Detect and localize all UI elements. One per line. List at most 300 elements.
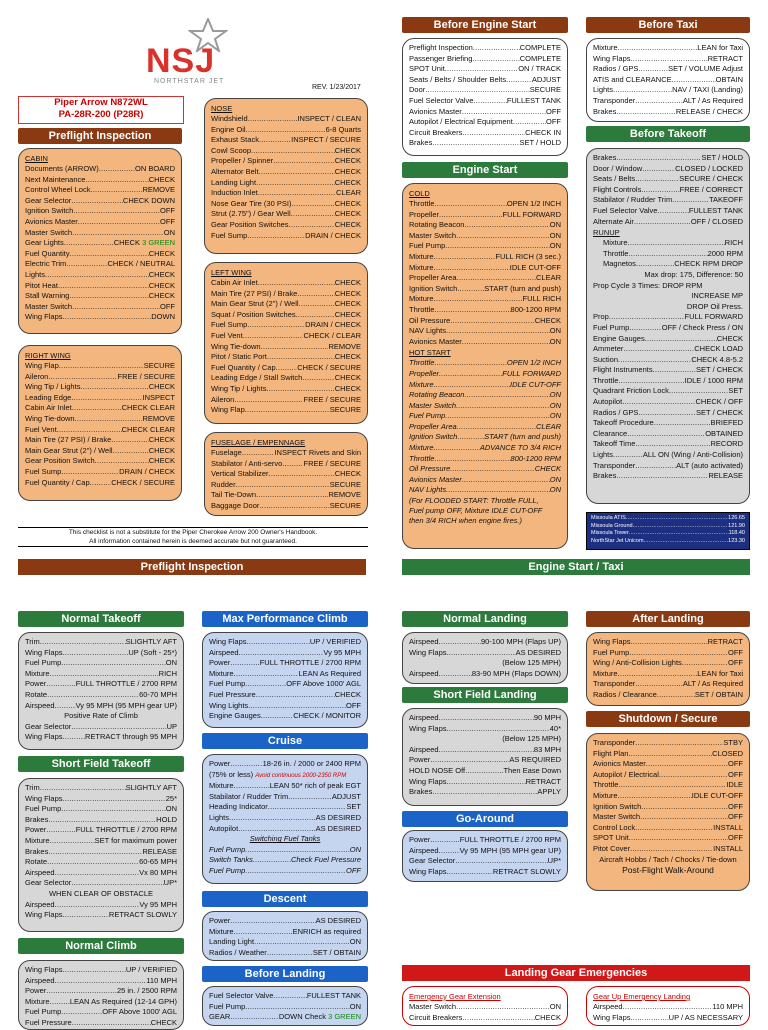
checklist-item [25,185,175,196]
dot-leader [439,210,503,221]
item-value: DOWN Check 3 GREEN [278,1012,361,1022]
dot-leader [641,185,679,196]
item-value: ENRICH as required [292,926,361,936]
item-label: NAV Lights [409,485,447,495]
dot-leader [288,792,332,803]
item-label: Squat / Position Switches [211,309,296,319]
dot-leader [628,749,712,760]
item-label: Fuel Quantity [25,248,70,258]
item-label: GEAR [209,1012,231,1022]
dot-leader [64,238,114,249]
dot-leader [434,380,510,391]
dot-leader [268,802,347,813]
item-label: Throttle [603,248,629,258]
checklist-item [593,85,743,96]
checklist-item [409,273,561,284]
dot-leader [450,316,534,327]
item-label: Propeller Area [409,421,457,431]
item-value: OFF [346,865,361,875]
checklist-item [593,780,743,791]
item-label: Seats / Belts [593,174,636,184]
item-value: SET / HOLD [519,138,561,148]
dot-leader [245,845,349,856]
item-value: CHECK [334,352,361,362]
checklist-item [409,231,561,242]
item-label: SPOT Unit [593,833,629,843]
item-value: OFF [728,658,743,668]
checklist-item [211,310,361,321]
checklist-item [25,249,175,260]
item-value: SECURE [529,85,561,95]
item-label: Fuel Pump [209,865,246,875]
item-label: Mixture [209,668,234,678]
item-value: ON [549,336,561,346]
dot-leader [229,813,316,824]
item-label: Preflight Inspection [409,43,473,52]
item-value: CHECK [148,445,175,455]
item-value: CHECK / SECURE [297,362,361,372]
fuselage-box [204,432,368,516]
dot-leader [230,759,262,770]
dot-leader [247,320,305,331]
dot-leader [259,501,329,512]
dot-leader [245,679,286,690]
dot-leader [631,637,708,648]
dot-leader [644,538,729,546]
item-label: Landing Light [211,177,257,187]
dot-leader [462,1013,534,1024]
checklist-item [591,523,745,531]
checklist-item [211,125,361,136]
item-value: OFF Above 1000' AGL [102,1007,177,1017]
dot-leader [445,241,549,252]
dot-leader [234,781,270,792]
dot-leader [248,701,346,712]
checklist-item [409,867,561,878]
item-label: Autopilot / Electrical [593,769,659,779]
flooded-note: (For FLOODED START: Throttle FULL, [409,496,539,506]
dot-leader [456,231,550,242]
item-label: Gear Selector [409,856,456,866]
dot-leader [447,777,526,788]
normal-takeoff-box [18,632,184,750]
checklist-item [25,701,177,712]
checklist-item [409,835,561,846]
dot-leader [71,393,142,404]
dot-leader [269,469,335,480]
item-value: CHECK 3 GREEN [113,238,175,248]
checklist-item [209,948,361,959]
checklist-item [593,658,743,669]
dot-leader [245,866,346,877]
checklist-item [211,373,361,384]
max-climb-header: Max Performance Climb [202,611,368,627]
item-label: Master Switch [409,230,457,240]
short-takeoff-box [18,778,184,932]
item-label: Mixture [409,443,434,453]
dot-leader [256,490,328,501]
item-label: Propeller / Spinner [211,156,274,166]
dot-leader [246,125,326,136]
dot-leader [430,835,459,846]
checklist-item [409,75,561,86]
item-value: ALL ON (Wing / Anti-Collision) [642,450,743,460]
item-value: FULL THROTTLE / 2700 RPM [259,658,361,668]
dot-leader [630,844,713,855]
checklist-item [409,252,561,263]
dot-leader [631,1013,669,1024]
checklist-item [409,241,561,252]
dot-leader [63,965,126,976]
item-value: CHECK [148,174,175,184]
dot-leader [75,414,143,425]
item-label: Airspeed [25,899,55,909]
checklist-item [409,210,561,221]
checklist-item [409,85,561,96]
after-landing-header: After Landing [586,611,750,627]
item-value: IDLE CUT-OFF [509,262,561,272]
checklist-item [25,900,177,911]
item-value: CHECK / SECURE [111,477,175,487]
dot-leader [78,217,160,228]
item-label: Wing Flaps [409,647,447,657]
section-title: Gear Up Emergency Landing [593,992,691,1001]
gear-up-landing-box [586,986,750,1026]
checklist-item [209,690,361,701]
item-label: Stall Warning [25,291,70,301]
item-value: SET for maximum power [94,835,177,845]
checklist-item [209,701,361,712]
item-label: Missoula Tower [591,530,629,536]
checklist-item [25,414,175,425]
item-label: Brakes [593,471,617,481]
item-label: Propeller [409,368,440,378]
item-value: ON [549,230,561,240]
item-label: Propeller Area [409,273,457,283]
dot-leader [635,679,683,690]
item-label: Throttle [409,199,435,208]
item-label: Door / Window [593,163,643,173]
item-label: Mixture [409,262,434,272]
item-value: ON [549,474,561,484]
item-value: 2000 RPM [707,248,743,258]
item-value: UP / AS NECESSARY [668,1012,743,1022]
item-label: Circuit Breakers [409,1012,463,1022]
dot-leader [450,464,534,475]
dot-leader [258,188,336,199]
checklist-item [593,648,743,659]
item-value: FULL THROTTLE / 2700 RPM [75,825,177,835]
item-label: Wing Flaps [25,732,63,742]
dot-leader [248,114,298,125]
item-value: BRIEFED [710,418,743,428]
item-label: Airspeed [409,713,439,722]
item-value: 800-1200 RPM [510,304,561,314]
dot-leader [72,302,160,313]
item-label: Control Wheel Lock [25,185,91,195]
item-value: CHECK [334,689,361,699]
dot-leader [618,43,698,54]
item-value: CLEAR [335,188,361,198]
item-value: ON [549,1002,561,1011]
dot-leader [50,997,70,1008]
item-value: CHECK [150,1017,177,1027]
avoid-rpm-note: Avoid continuous 2000-2350 RPM [255,772,347,779]
dot-leader [657,206,688,217]
dot-leader [456,1002,550,1013]
dot-leader [55,900,140,911]
checklist-item [211,320,361,331]
item-label: Throttle [409,358,435,368]
item-value: SET / OBTAIN [694,689,743,699]
item-label: Fuel Pump [209,844,246,854]
item-label: Wing Flaps [25,793,63,803]
dot-leader [46,679,75,690]
item-label: Radios / Clearance [593,689,657,699]
dot-leader [71,878,163,889]
checklist-item [25,175,175,186]
cruise-box [202,754,368,884]
normal-climb-box [18,960,184,1030]
item-label: Engine Gauges [209,711,261,721]
checklist-item [209,1012,361,1023]
dot-leader [627,429,705,440]
item-label: Transponder [593,679,636,689]
go-around-header: Go-Around [402,811,568,827]
item-label: Trim [25,637,40,646]
nose-box [204,98,368,254]
item-label: Gear Selector [25,195,72,205]
speed-note: (Below 125 MPH) [502,658,561,668]
checklist-item [593,429,743,440]
before-taxi-box [586,38,750,122]
checklist-item [25,857,177,868]
checklist-item [593,206,743,217]
item-value: CHECK [334,299,361,309]
item-value: INSTALL [713,843,743,853]
item-value: SECURE [329,479,361,489]
dot-leader [629,648,728,659]
atis-box [586,512,750,550]
checklist-item [209,711,361,722]
item-label: Throttle [593,375,619,385]
item-value: 126.65 [728,515,745,521]
item-label: Gear Position Switch [25,456,95,466]
aircraft-name: Piper Arrow N872WL [54,97,148,108]
item-value: DRAIN / CHECK [305,320,361,330]
item-value: CHECK [334,145,361,155]
item-label: Fuel Selector Valve [409,95,474,105]
item-value: CHECK / NEUTRAL [107,259,175,269]
item-label: Mixture [593,43,618,52]
item-label: Gear Position Switches [211,219,289,229]
dot-leader [616,107,676,118]
dot-leader [640,812,728,823]
item-label: Gear Selector [25,878,72,888]
checklist-item [593,802,743,813]
item-value: CHECK [148,248,175,258]
item-value: RETRACT [707,637,743,646]
checklist-item [209,679,361,690]
checklist-item [25,878,177,889]
dot-leader [73,206,160,217]
checklist-item [593,791,743,802]
dot-leader [47,690,139,701]
dot-leader [234,395,303,406]
item-label: Cabin Air Inlet [25,403,72,413]
dot-leader [457,284,484,295]
checklist-item [593,312,743,323]
item-value: OFF Above 1000' AGL [286,679,361,689]
item-label: Master Switch [25,301,73,311]
item-label: Fuel Quantity / Cap [211,362,276,372]
checklist-item [211,220,361,231]
checklist-item [25,679,177,690]
item-label: Fuel Pump [25,804,62,814]
dot-leader [230,916,315,927]
checklist-item [25,446,175,457]
item-label: Wing Flaps [25,910,63,920]
item-value: LEAN 50* rich of peak EGT [269,781,361,791]
checklist-item [409,128,561,139]
left-wing-box [204,262,368,424]
dot-leader [616,153,701,164]
dot-leader [506,75,532,86]
checklist-item [593,450,743,461]
checklist-item [409,305,561,316]
item-value: CHECK [534,1012,561,1022]
item-value: ADJUST [531,74,561,84]
checklist-item [603,259,743,270]
item-label: Airspeed [25,700,55,710]
checklist-item [25,259,175,270]
checklist-item [211,395,361,406]
item-label: Mixture [209,926,234,936]
item-value: FULL THROTTLE / 2700 RPM [459,835,561,844]
item-value: RICH [724,238,743,248]
item-value: OFF [160,301,175,311]
checklist-item [593,153,743,164]
item-value: ON [549,485,561,495]
cruise-header: Cruise [202,733,368,749]
dot-leader [626,515,728,523]
checklist-item [409,777,561,788]
item-label: Mixture [25,668,50,678]
checklist-item [25,783,177,794]
shutdown-header: Shutdown / Secure [586,711,750,727]
item-value: DRAIN / CHECK [305,230,361,240]
item-label: Rotate [25,857,48,867]
checklist-item [409,316,561,327]
dot-leader [72,1018,151,1029]
dot-leader [462,107,546,118]
dot-leader [243,331,304,342]
dot-leader [446,485,550,496]
item-value: LEAN As Required (12-14 GPH) [69,996,177,1006]
item-label: NorthStar Jet Unicom [591,537,644,544]
checklist-item [25,281,175,292]
item-value: Vy 95 MPH [323,647,361,657]
item-label: Airspeed [409,845,439,855]
item-value: RELEASE / CHECK [675,106,743,116]
shutdown-box [586,733,750,891]
checklist-item [211,363,361,374]
dot-leader [629,530,729,538]
item-label: Main Gear Strut (2") / Well [25,445,113,455]
item-label: Stabilator / Rudder Trim [209,791,289,801]
dot-leader [439,369,502,380]
checklist-item [25,910,177,921]
dot-leader [446,326,550,337]
dot-leader [672,195,709,206]
dot-leader [259,167,335,178]
item-label: Wing Flaps [409,866,447,876]
after-landing-box [586,632,750,706]
checklist-item [593,461,743,472]
item-value: STBY [723,738,743,747]
item-label: Mixture [409,379,434,389]
landing-gear-emergencies-header: Landing Gear Emergencies [402,965,750,981]
section-title: HOT START [409,348,451,358]
dot-leader [276,363,298,374]
dot-leader [439,637,481,648]
item-label: Mixture [409,294,434,304]
checklist-item [25,228,175,239]
checklist-item [593,174,743,185]
dot-leader [71,196,123,207]
item-value: ON [349,1001,361,1011]
item-label: Fuel Pressure [25,1017,72,1027]
item-label: Exhaust Stack [211,135,259,145]
checklist-item [209,637,361,648]
item-value: SECURE [143,361,175,370]
item-value: RETRACT SLOWLY [108,910,177,920]
item-value: RETRACT [525,776,561,786]
item-label: Missoula Ground [591,522,633,529]
dot-leader [635,823,713,834]
item-label: Wing Tie-down [25,413,75,423]
checklist-item [211,342,361,353]
dot-leader [267,948,313,959]
dot-leader [635,96,683,107]
checklist-item [593,54,743,65]
go-around-box [402,830,568,882]
dot-leader [659,770,728,781]
dot-leader [85,175,148,186]
item-value: CHECK [334,309,361,319]
item-value: SECURE [329,500,361,510]
checklist-item [209,937,361,948]
item-label: Airspeed [593,1002,623,1011]
checklist-item [25,794,177,805]
dot-leader [296,310,335,321]
dot-leader [50,836,95,847]
item-value: 90-100 MPH (Flaps UP) [480,637,561,646]
checklist-item [25,965,177,976]
before-engine-start-header: Before Engine Start [402,17,568,33]
checklist-item [211,114,361,125]
dot-leader [239,648,324,659]
checklist-item [211,459,361,470]
checklist-item [211,384,361,395]
dot-leader [638,408,696,419]
item-value: CHECK [534,464,561,474]
dot-leader [72,403,122,414]
checklist-item [593,334,743,345]
checklist-item [409,669,561,680]
dot-leader [464,220,549,231]
dot-leader [234,669,299,680]
